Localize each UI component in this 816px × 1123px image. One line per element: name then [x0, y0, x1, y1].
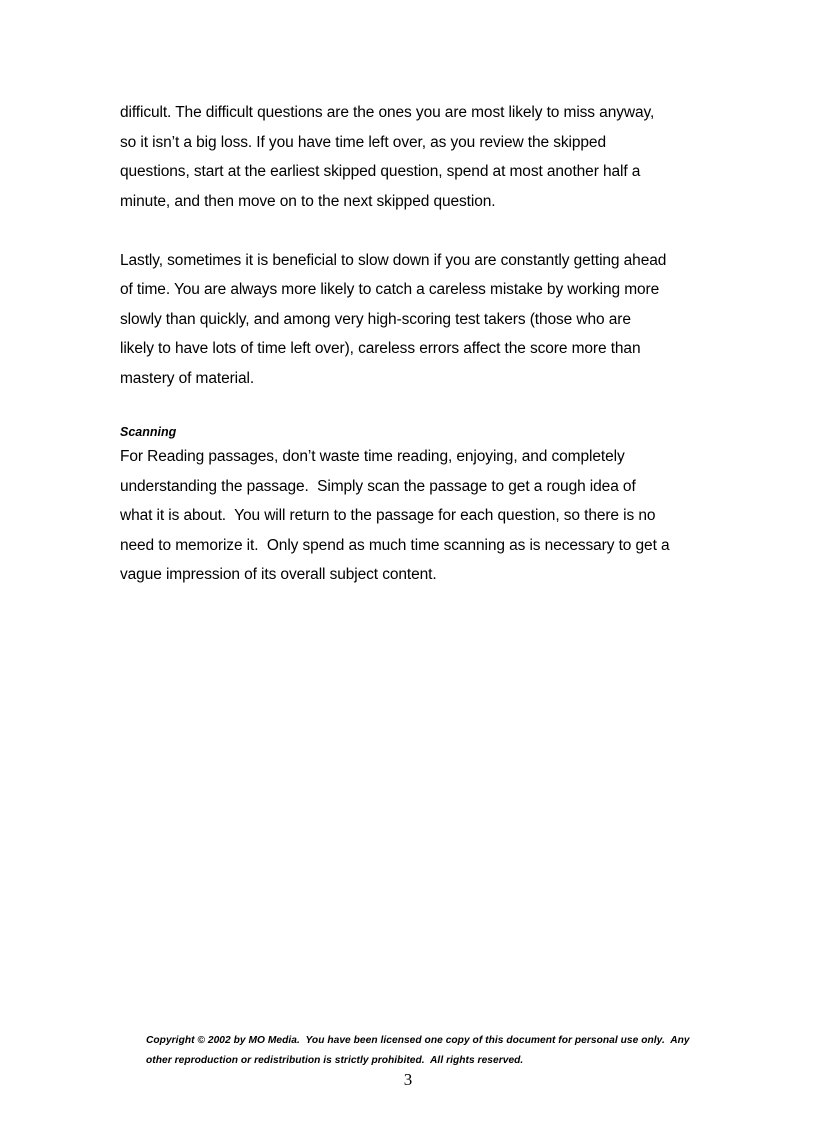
copyright-line: Copyright © 2002 by MO Media. You have been licensed one copy of this document for personal use only. Any: [146, 1035, 690, 1046]
text-line: Lastly, sometimes it is beneficial to slow down if you are constantly getting ahead: [120, 251, 667, 269]
copyright-line: other reproduction or redistribution is strictly prohibited. All rights reserved.: [146, 1055, 524, 1066]
paragraph-skipped-questions: [120, 98, 710, 216]
text-line: For Reading passages, don’t waste time reading, enjoying, and completely: [120, 448, 625, 465]
text-line: so it isn’t a big loss. If you have time left over, as you review the skipped: [120, 133, 606, 151]
text-line: minute, and then move on to the next skipped question.: [120, 192, 496, 210]
text-line: difficult. The difficult questions are the ones you are most likely to miss anyway,: [120, 104, 655, 121]
text-line: questions, start at the earliest skipped question, spend at most another half a: [120, 163, 641, 180]
page-number: 3: [403, 1070, 413, 1089]
text-line: of time. You are always more likely to catch a careless mistake by working more: [120, 281, 660, 298]
text-line: likely to have lots of time left over), careless errors affect the score more than: [120, 340, 641, 357]
text-line: need to memorize it. Only spend as much time scanning as is necessary to get a: [120, 536, 670, 554]
text-line: understanding the passage. Simply scan the passage to get a rough idea of: [120, 477, 636, 495]
text-line: what it is about. You will return to the passage for each question, so there is no: [120, 507, 656, 524]
page-body: [120, 98, 710, 590]
paragraph-slow-down: [120, 246, 710, 394]
text-line: mastery of material.: [120, 369, 255, 387]
section-heading-scanning: Scanning: [120, 425, 177, 439]
text-line: vague impression of its overall subject content.: [120, 566, 437, 583]
paragraph-scanning: [120, 442, 710, 590]
copyright-footer: [146, 1031, 746, 1071]
text-line: slowly than quickly, and among very high-scoring test takers (those who are: [120, 310, 631, 328]
